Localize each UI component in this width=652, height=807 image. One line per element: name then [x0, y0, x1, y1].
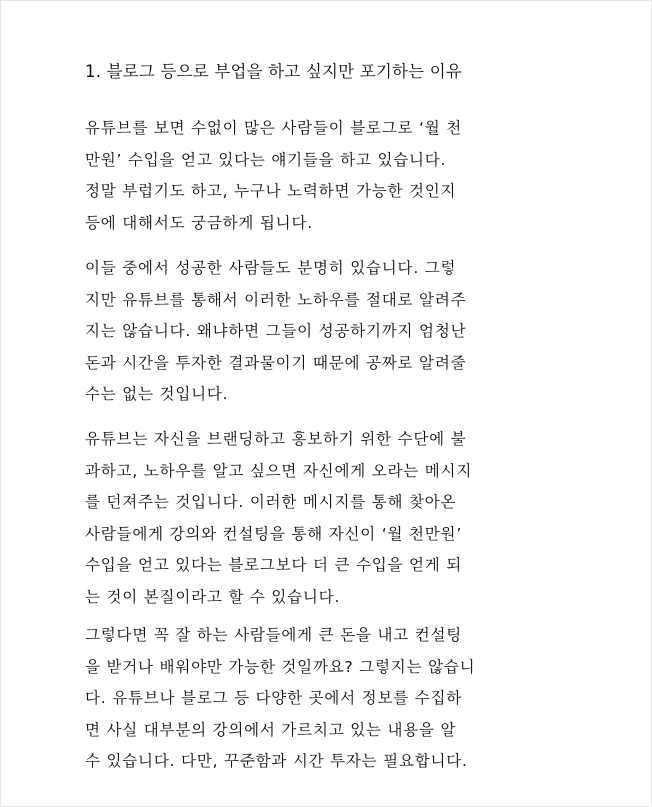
paragraph-1	[85, 113, 585, 239]
text-line: 사람들에게 강의와 컨설팅을 통해 자신이 ‘월 천만원’	[85, 524, 463, 543]
text-line: 다. 유튜브나 블로그 등 다양한 곳에서 정보를 수집하	[85, 689, 463, 707]
text-line: 수 있습니다. 다만, 꾸준함과 시간 투자는 필요합니다.	[85, 752, 468, 770]
text-line: 을 받거나 배워야만 가능한 것일까요? 그렇지는 않습니	[85, 657, 476, 676]
text-line: 유튜브는 자신을 브랜딩하고 홍보하기 위한 수단에 불	[85, 430, 467, 448]
text-line: 수는 없는 것입니다.	[85, 385, 229, 403]
text-line: 는 것이 본질이라고 할 수 있습니다.	[85, 587, 341, 606]
text-line: 를 던져주는 것입니다. 이러한 메시지를 통해 찾아온	[85, 493, 457, 511]
text-line: 돈과 시간을 투자한 결과물이기 때문에 공짜로 알려줄	[85, 353, 467, 372]
text-line: 등에 대해서도 궁금하게 됩니다.	[85, 213, 313, 232]
paragraph-2	[85, 253, 585, 411]
text-line: 이들 중에서 성공한 사람들도 분명히 있습니다. 그렇	[85, 259, 457, 277]
text-line: 그렇다면 꼭 잘 하는 사람들에게 큰 돈을 내고 컨설팅	[85, 626, 463, 644]
text-line: 수입을 얻고 있다는 블로그보다 더 큰 수입을 얻게 되	[85, 556, 463, 574]
text-line: 만원’ 수입을 얻고 있다는 얘기들을 하고 있습니다.	[85, 150, 447, 169]
section-heading: 1. 블로그 등으로 부업을 하고 싶지만 포기하는 이유	[85, 62, 463, 81]
text-line: 정말 부럽기도 하고, 누구나 노력하면 가능한 것인지	[85, 182, 457, 200]
paragraph-3	[85, 424, 585, 613]
text-line: 과하고, 노하우를 알고 싶으면 자신에게 오라는 메시지	[85, 461, 473, 480]
text-line: 유튜브를 보면 수없이 많은 사람들이 블로그로 ‘월 천	[85, 119, 463, 137]
text-line: 지는 않습니다. 왜냐하면 그들이 성공하기까지 엄청난	[85, 322, 467, 340]
text-line: 면 사실 대부분의 강의에서 가르치고 있는 내용을 알	[85, 720, 457, 739]
text-line: 지만 유튜브를 통해서 이러한 노하우를 절대로 알려주	[85, 290, 467, 309]
paragraph-4	[85, 620, 585, 778]
